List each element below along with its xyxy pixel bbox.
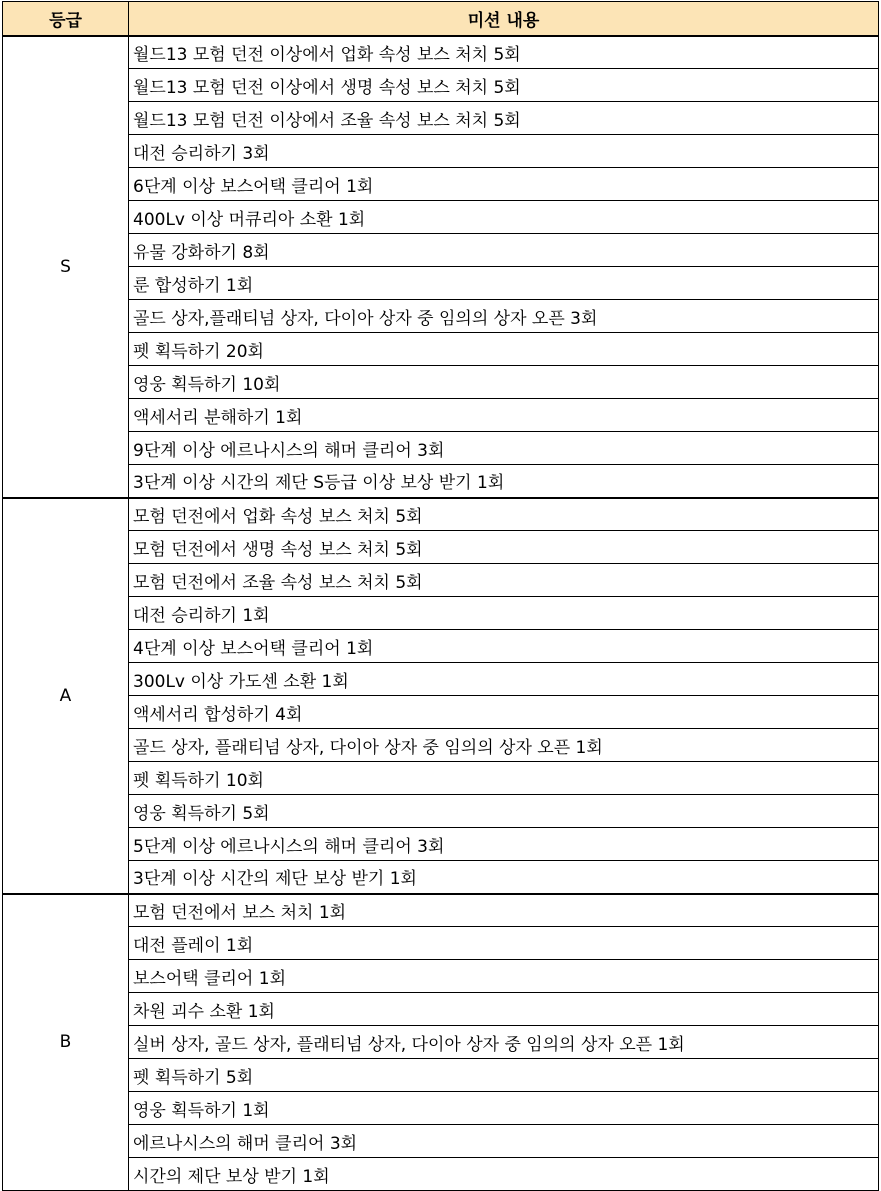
- mission-cell: 6단계 이상 보스어택 클리어 1회: [129, 168, 879, 201]
- mission-cell: 펫 획득하기 10회: [129, 762, 879, 795]
- table-row: [3, 201, 879, 234]
- table-row: [3, 69, 879, 102]
- mission-cell: 실버 상자, 골드 상자, 플래티넘 상자, 다이아 상자 중 임의의 상자 오픈 1회: [129, 1026, 879, 1059]
- table-row: [3, 795, 879, 828]
- mission-cell: 룬 합성하기 1회: [129, 267, 879, 300]
- table-row: [3, 300, 879, 333]
- grade-cell: A: [3, 498, 129, 894]
- mission-cell: 월드13 모험 던전 이상에서 조율 속성 보스 처치 5회: [129, 102, 879, 135]
- mission-cell: 모험 던전에서 업화 속성 보스 처치 5회: [129, 498, 879, 531]
- mission-cell: 9단계 이상 에르나시스의 해머 클리어 3회: [129, 432, 879, 465]
- mission-cell: 3단계 이상 시간의 제단 보상 받기 1회: [129, 861, 879, 894]
- mission-cell: 차원 괴수 소환 1회: [129, 993, 879, 1026]
- table-row: [3, 432, 879, 465]
- grade-column-header: 등급: [3, 2, 129, 36]
- grade-cell: S: [3, 36, 129, 498]
- header-row: [3, 2, 879, 36]
- table-row: [3, 465, 879, 498]
- table-row: [3, 168, 879, 201]
- table-row: [3, 267, 879, 300]
- mission-cell: 골드 상자, 플래티넘 상자, 다이아 상자 중 임의의 상자 오픈 1회: [129, 729, 879, 762]
- table-row: [3, 531, 879, 564]
- table-row: [3, 1125, 879, 1158]
- mission-cell: 5단계 이상 에르나시스의 해머 클리어 3회: [129, 828, 879, 861]
- table-row: [3, 993, 879, 1026]
- mission-cell: 대전 승리하기 1회: [129, 597, 879, 630]
- mission-cell: 영웅 획득하기 5회: [129, 795, 879, 828]
- mission-cell: 에르나시스의 해머 클리어 3회: [129, 1125, 879, 1158]
- table-row: [3, 762, 879, 795]
- mission-cell: 400Lv 이상 머큐리아 소환 1회: [129, 201, 879, 234]
- table-row: [3, 399, 879, 432]
- mission-column-header: 미션 내용: [129, 2, 879, 36]
- mission-cell: 영웅 획득하기 10회: [129, 366, 879, 399]
- table-header: [3, 2, 879, 36]
- grade-cell: B: [3, 894, 129, 1191]
- mission-cell: 월드13 모험 던전 이상에서 생명 속성 보스 처치 5회: [129, 69, 879, 102]
- mission-table: [2, 1, 879, 1191]
- table-row: [3, 333, 879, 366]
- table-row: [3, 663, 879, 696]
- mission-cell: 펫 획득하기 20회: [129, 333, 879, 366]
- mission-cell: 보스어택 클리어 1회: [129, 960, 879, 993]
- mission-cell: 4단계 이상 보스어택 클리어 1회: [129, 630, 879, 663]
- mission-cell: 시간의 제단 보상 받기 1회: [129, 1158, 879, 1191]
- table-row: [3, 960, 879, 993]
- mission-cell: 모험 던전에서 조율 속성 보스 처치 5회: [129, 564, 879, 597]
- table-row: [3, 597, 879, 630]
- mission-cell: 모험 던전에서 보스 처치 1회: [129, 894, 879, 927]
- mission-cell: 모험 던전에서 생명 속성 보스 처치 5회: [129, 531, 879, 564]
- mission-cell: 대전 승리하기 3회: [129, 135, 879, 168]
- table-row: [3, 1026, 879, 1059]
- mission-cell: 펫 획득하기 5회: [129, 1059, 879, 1092]
- table-row: [3, 36, 879, 69]
- table-row: [3, 1092, 879, 1125]
- table-row: [3, 894, 879, 927]
- table-row: [3, 498, 879, 531]
- mission-cell: 월드13 모험 던전 이상에서 업화 속성 보스 처치 5회: [129, 36, 879, 69]
- mission-cell: 액세서리 합성하기 4회: [129, 696, 879, 729]
- mission-cell: 유물 강화하기 8회: [129, 234, 879, 267]
- table-row: [3, 630, 879, 663]
- mission-cell: 3단계 이상 시간의 제단 S등급 이상 보상 받기 1회: [129, 465, 879, 498]
- mission-cell: 액세서리 분해하기 1회: [129, 399, 879, 432]
- table-row: [3, 696, 879, 729]
- table-row: [3, 828, 879, 861]
- table-row: [3, 564, 879, 597]
- table-body: [3, 36, 879, 1191]
- table-row: [3, 102, 879, 135]
- table-row: [3, 135, 879, 168]
- table-row: [3, 366, 879, 399]
- table-row: [3, 861, 879, 894]
- table-row: [3, 234, 879, 267]
- table-row: [3, 927, 879, 960]
- mission-cell: 대전 플레이 1회: [129, 927, 879, 960]
- table-row: [3, 1059, 879, 1092]
- mission-cell: 영웅 획득하기 1회: [129, 1092, 879, 1125]
- mission-cell: 300Lv 이상 가도센 소환 1회: [129, 663, 879, 696]
- table-row: [3, 729, 879, 762]
- mission-cell: 골드 상자,플래티넘 상자, 다이아 상자 중 임의의 상자 오픈 3회: [129, 300, 879, 333]
